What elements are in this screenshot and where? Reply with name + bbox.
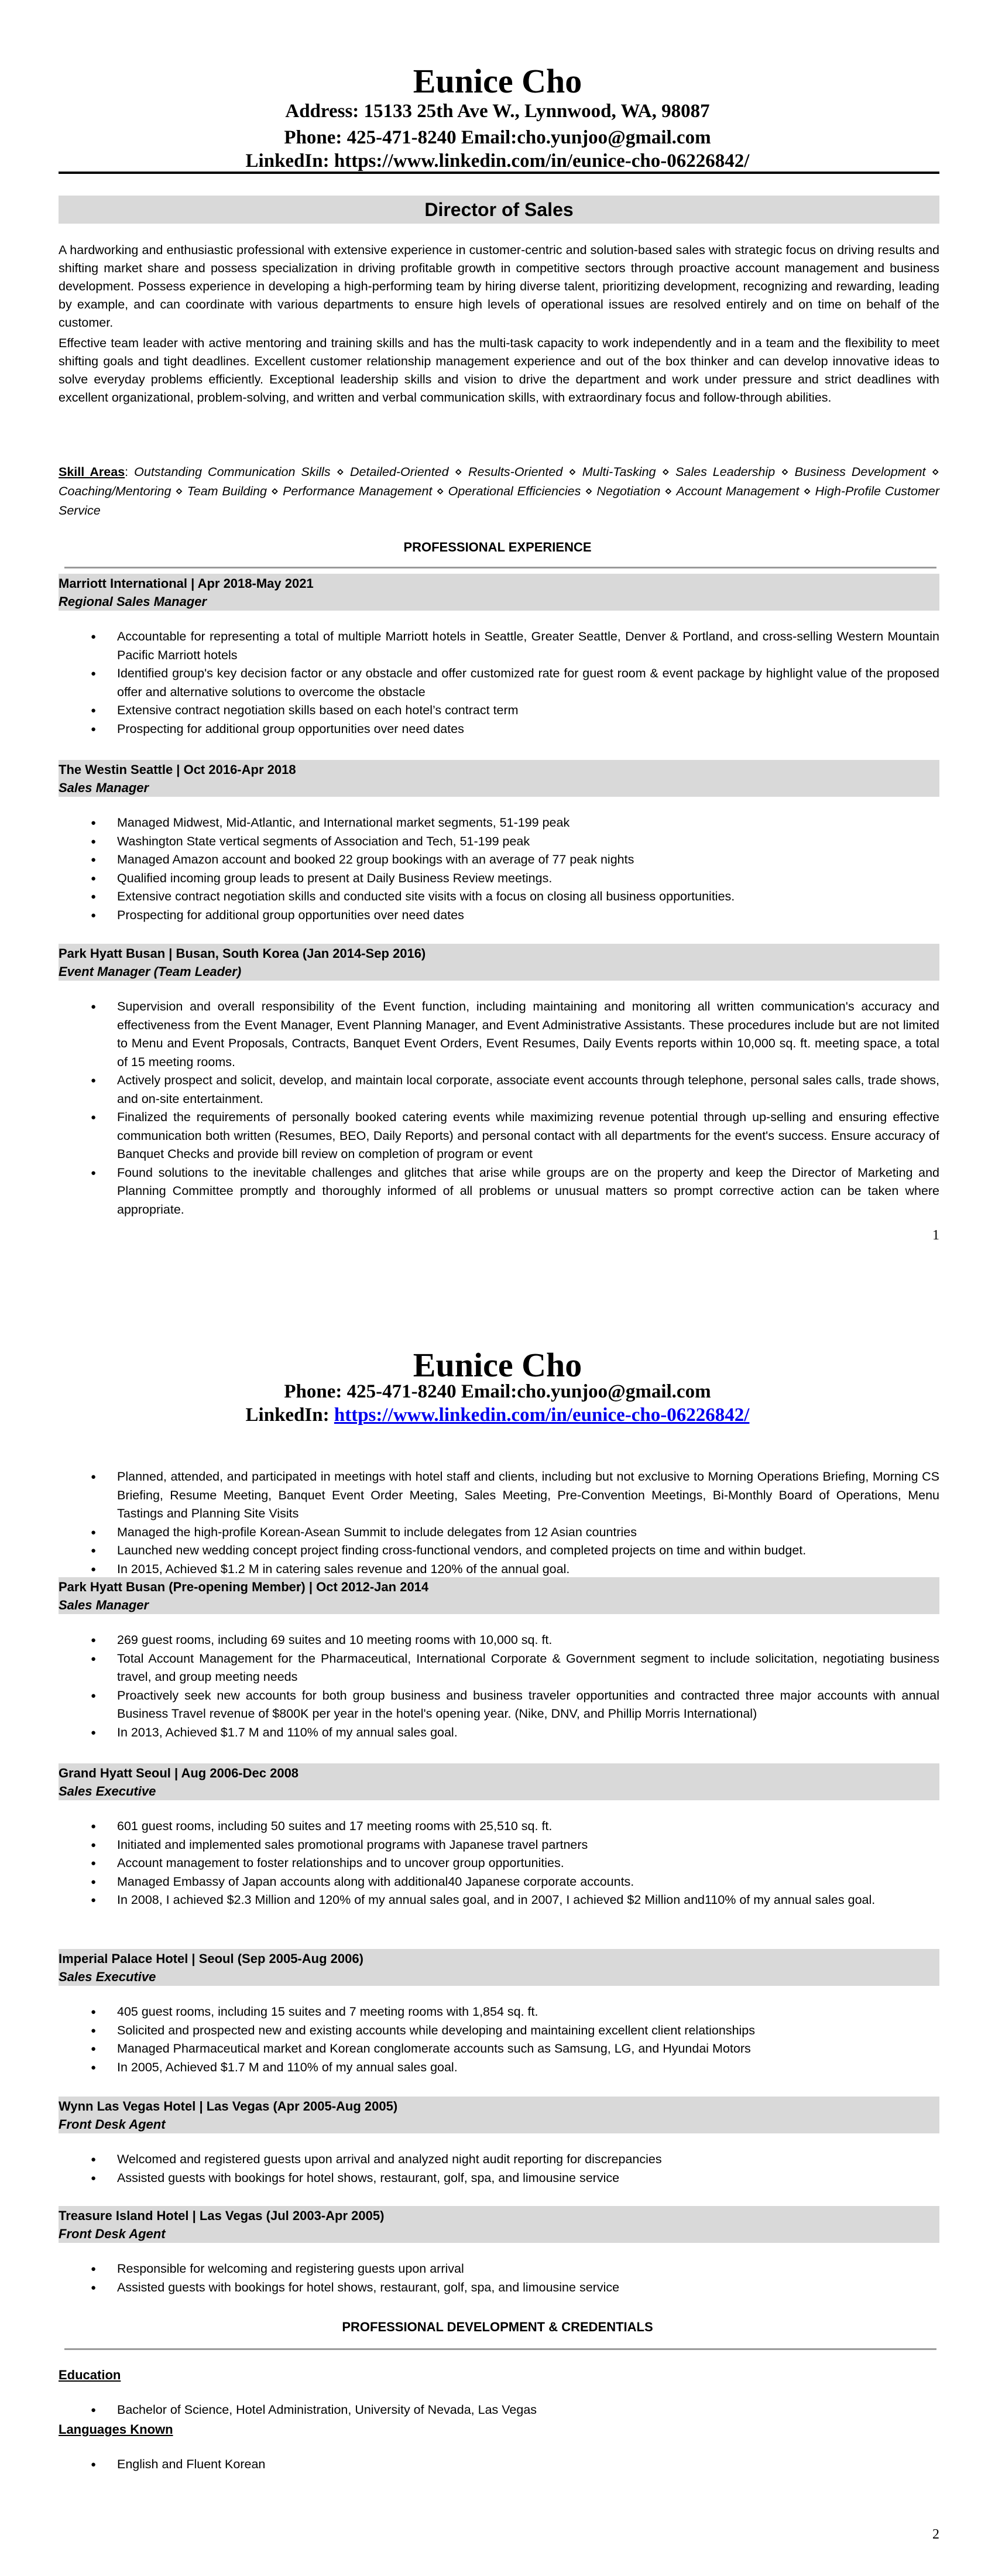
skill-item: Outstanding Communication Skills xyxy=(134,465,331,479)
page2-linkedin-link[interactable]: https://www.linkedin.com/in/eunice-cho-06226842/ xyxy=(334,1405,750,1426)
experience-header xyxy=(59,2097,939,2133)
job-role: Front Desk Agent xyxy=(59,2226,166,2241)
bullet-item: ● Extensive contract negotiation skills based on each hotel’s contract term xyxy=(59,701,939,720)
experience-divider xyxy=(64,567,936,568)
bullet-item: ● 405 guest rooms, including 15 suites and 7 meeting rooms with 1,854 sq. ft. xyxy=(59,2003,939,2022)
language-item: ● English and Fluent Korean xyxy=(59,2455,939,2474)
skill-separator-icon: ⋄ xyxy=(664,484,673,498)
skill-separator-icon: ⋄ xyxy=(931,465,939,479)
bullet-item: ● Account management to foster relationships and to uncover group opportunities. xyxy=(59,1854,939,1873)
bullet-item: ● Total Account Management for the Pharmaceutical, International Corporate & Government segment to include solicitation, negotiating business travel, and group meeting needs xyxy=(59,1650,939,1687)
bullet-item: ● In 2008, I achieved $2.3 Million and 120% of my annual sales goal, and in 2007, I achieved $2 Million and110% of my annual sales goal. xyxy=(59,1891,939,1910)
bullet-item: ● Supervision and overall responsibility of the Event function, including maintaining and monitoring all written communication's accuracy and effectiveness from the Event Manager, Event Planning Manager, and Event Administrative Assistants. These procedures include but are not limited to Menu and Event Proposals, Contracts, Banquet Event Orders, Event Resumes, Daily Events reports within 10,000 sq. ft. meeting space, a total of 15 meeting rooms. xyxy=(59,998,939,1071)
education-list xyxy=(59,2401,939,2420)
bullet-list xyxy=(59,2260,939,2297)
bullet-item: ● In 2013, Achieved $1.7 M and 110% of my annual sales goal. xyxy=(59,1724,939,1742)
bullet-list xyxy=(59,628,939,738)
bullet-item: ● Actively prospect and solicit, develop, and maintain local corporate, associate event accounts through telephone, personal sales calls, trade shows, and on-site entertainment. xyxy=(59,1071,939,1108)
bullet-item: ● Finalized the requirements of personally booked catering events while maximizing revenue potential through up-selling and ensuring effective communication both written (Resumes, BEO, Daily Reports) and personal contact with all departments for the event's success. Ensure accuracy of Banquet Checks and provide bill review on completion of program or event xyxy=(59,1108,939,1164)
skill-separator-icon: ⋄ xyxy=(803,484,811,498)
education-block xyxy=(59,2384,939,2420)
bullet-list xyxy=(59,2003,939,2077)
candidate-name: Eunice Cho xyxy=(413,62,582,100)
page-number-1: 1 xyxy=(932,1228,939,1243)
job-role: Sales Manager xyxy=(59,780,149,795)
skill-separator-icon: ⋄ xyxy=(781,465,789,479)
skill-item: Team Building xyxy=(187,484,267,498)
skill-item: Sales Leadership xyxy=(675,465,776,479)
linkedin-url-text[interactable]: https://www.linkedin.com/in/eunice-cho-06226842/ xyxy=(334,150,750,172)
languages-block xyxy=(59,2438,939,2474)
skill-item: High-Profile Customer Service xyxy=(59,484,939,518)
summary-paragraph-1: A hardworking and enthusiastic professional with extensive experience in customer-centric and solution-based sales with strategic focus on driving results and shifting market share and possess specialization in driving profitable growth in competitive sectors through proactive account management and business development. Possess experience in developing a high-performing team by hiring diverse talent, prioritizing development, recognizing and rewarding, leading by example, and can coordinate with various departments to ensure high levels of operational issues are resolved entirely and on time on behalf of the customer. xyxy=(59,243,939,330)
bullet-item: ● Initiated and implemented sales promotional programs with Japanese travel partners xyxy=(59,1836,939,1855)
skill-item: Results-Oriented xyxy=(468,465,563,479)
bullet-list xyxy=(59,1468,939,1578)
bullet-item: ● Managed Pharmaceutical market and Korean conglomerate accounts such as Samsung, LG, and Hyundai Motors xyxy=(59,2040,939,2058)
job-role: Sales Manager xyxy=(59,1598,149,1612)
experience-entry xyxy=(59,574,939,738)
page2-linkedin-label: LinkedIn: xyxy=(245,1405,330,1426)
languages-list xyxy=(59,2455,939,2474)
skill-separator-icon: ⋄ xyxy=(454,465,462,479)
experience-header xyxy=(59,1949,939,1986)
job-role: Sales Executive xyxy=(59,1969,156,1984)
experience-header xyxy=(59,944,939,981)
bullet-item: ● Washington State vertical segments of Association and Tech, 51-199 peak xyxy=(59,833,939,851)
company-and-dates: Marriott International | Apr 2018-May 2021 xyxy=(59,576,314,591)
bullet-item: ● Proactively seek new accounts for both group business and business traveler opportunities and contracted three major accounts with annual Business Travel revenue of $800K per year in the hotel's opening year. (Nike, DNV, and Phillip Morris International) xyxy=(59,1687,939,1724)
job-role: Event Manager (Team Leader) xyxy=(59,964,242,979)
skill-separator-icon: ⋄ xyxy=(336,465,345,479)
skill-areas-label: Skill Areas xyxy=(59,465,125,479)
experience-header xyxy=(59,760,939,797)
experience-entry xyxy=(59,1949,939,2077)
experience-entry xyxy=(59,944,939,1219)
company-and-dates: Treasure Island Hotel | Las Vegas (Jul 2003-Apr 2005) xyxy=(59,2208,385,2223)
experience-entry xyxy=(59,1577,939,1742)
skill-item: Multi-Tasking xyxy=(582,465,656,479)
skill-separator-icon: ⋄ xyxy=(585,484,593,498)
bullet-item: ● Managed the high-profile Korean-Asean Summit to include delegates from 12 Asian countries xyxy=(59,1523,939,1542)
bullet-item: ● Assisted guests with bookings for hotel shows, restaurant, golf, spa, and limousine service xyxy=(59,2279,939,2297)
bullet-item: ● Extensive contract negotiation skills and conducted site visits with a focus on closing all business opportunities. xyxy=(59,888,939,906)
phone-email-line: Phone: 425-471-8240 Email:cho.yunjoo@gmail.com xyxy=(284,127,711,148)
experience-entry xyxy=(59,2206,939,2297)
bullet-list xyxy=(59,998,939,1219)
bullet-item: ● 269 guest rooms, including 69 suites and 10 meeting rooms with 10,000 sq. ft. xyxy=(59,1631,939,1650)
skill-item: Negotiation xyxy=(596,484,661,498)
experience-header xyxy=(59,574,939,611)
bullet-list xyxy=(59,1817,939,1910)
experience-entry xyxy=(59,760,939,924)
bullet-item: ● Qualified incoming group leads to present at Daily Business Review meetings. xyxy=(59,869,939,888)
experience-entry xyxy=(59,1763,939,1910)
job-role: Front Desk Agent xyxy=(59,2117,166,2132)
bullet-item: ● Responsible for welcoming and registering guests upon arrival xyxy=(59,2260,939,2279)
skill-separator-icon: ⋄ xyxy=(436,484,444,498)
bullet-item: ● Assisted guests with bookings for hotel shows, restaurant, golf, spa, and limousine service xyxy=(59,2169,939,2188)
page2-linkedin-line xyxy=(0,1403,995,1427)
page-number-2: 2 xyxy=(932,2527,939,2542)
bullet-list xyxy=(59,2150,939,2187)
bullet-list xyxy=(59,1631,939,1742)
bullet-item: ● Launched new wedding concept project finding cross-functional vendors, and completed projects on time and within budget. xyxy=(59,1542,939,1560)
bullet-item: ● Identified group's key decision factor or any obstacle and offer customized rate for guest room & event package by highlight value of the proposed offer and alternative solutions to overcome the obstacle xyxy=(59,664,939,701)
summary-paragraph-2: Effective team leader with active mentoring and training skills and has the multi-task capacity to work independently and in a team and the flexibility to meet shifting goals and tight deadlines. Excellent customer relationship management experience and out of the box thinker and can develop innovative ideas to solve everyday problems efficiently. Exceptional leadership skills and vision to drive the department and work under pressure and strict deadlines with excellent organizational, problem-solving, and written and verbal communication skills, with extraordinary focus and follow-through abilities. xyxy=(59,336,939,405)
bullet-item: ● Accountable for representing a total of multiple Marriott hotels in Seattle, Greater Seattle, Denver & Portland, and cross-selling Western Mountain Pacific Marriott hotels xyxy=(59,628,939,664)
company-and-dates: Park Hyatt Busan (Pre-opening Member) | Oct 2012-Jan 2014 xyxy=(59,1580,429,1594)
bullet-item: ● Managed Midwest, Mid-Atlantic, and International market segments, 51-199 peak xyxy=(59,814,939,833)
linkedin-line xyxy=(0,149,995,173)
linkedin-label: LinkedIn: xyxy=(245,150,330,172)
bullet-item: ● Found solutions to the inevitable challenges and glitches that arise while groups are on the property and keep the Director of Marketing and Planning Committee promptly and thoroughly informed of all problems or unusual matters so prompt corrective action can be taken where appropriate. xyxy=(59,1164,939,1220)
bullet-item: ● Welcomed and registered guests upon arrival and analyzed night audit reporting for discrepancies xyxy=(59,2150,939,2169)
skill-separator-icon: ⋄ xyxy=(270,484,279,498)
skill-separator-icon: ⋄ xyxy=(175,484,183,498)
bullet-item: ● Prospecting for additional group opportunities over need dates xyxy=(59,906,939,925)
skill-item: Detailed-Oriented xyxy=(350,465,449,479)
bullet-item: ● Prospecting for additional group opportunities over need dates xyxy=(59,720,939,739)
skill-areas xyxy=(59,463,939,520)
skill-separator-icon: ⋄ xyxy=(568,465,577,479)
skill-item: Performance Management xyxy=(283,484,433,498)
company-and-dates: The Westin Seattle | Oct 2016-Apr 2018 xyxy=(59,762,296,777)
skill-item: Account Management xyxy=(676,484,800,498)
education-item: ● Bachelor of Science, Hotel Administration, University of Nevada, Las Vegas xyxy=(59,2401,939,2420)
education-heading: Education xyxy=(59,2368,121,2382)
skill-item: Business Development xyxy=(794,465,926,479)
experience-entry xyxy=(59,2097,939,2187)
bullet-item: ● In 2005, Achieved $1.7 M and 110% of my annual sales goal. xyxy=(59,2058,939,2077)
bullet-item: ● In 2015, Achieved $1.2 M in catering sales revenue and 120% of the annual goal. xyxy=(59,1560,939,1579)
skill-areas-colon: : xyxy=(125,465,129,479)
company-and-dates: Wynn Las Vegas Hotel | Las Vegas (Apr 2005-Aug 2005) xyxy=(59,2099,398,2113)
job-role: Sales Executive xyxy=(59,1784,156,1799)
company-and-dates: Grand Hyatt Seoul | Aug 2006-Dec 2008 xyxy=(59,1766,299,1780)
continued-bullets xyxy=(59,1451,939,1578)
address-line: Address: 15133 25th Ave W., Lynnwood, WA, 98087 xyxy=(285,101,710,122)
section-heading-experience: PROFESSIONAL EXPERIENCE xyxy=(403,540,592,554)
skill-item: Operational Efficiencies xyxy=(448,484,581,498)
bullet-item: ● 601 guest rooms, including 50 suites and 17 meeting rooms with 25,510 sq. ft. xyxy=(59,1817,939,1836)
job-title-banner: Director of Sales xyxy=(59,196,939,224)
skill-item: Coaching/Mentoring xyxy=(59,484,171,498)
languages-heading: Languages Known xyxy=(59,2422,173,2437)
bullet-item: ● Managed Amazon account and booked 22 group bookings with an average of 77 peak nights xyxy=(59,851,939,869)
experience-header xyxy=(59,1763,939,1800)
section-heading-development: PROFESSIONAL DEVELOPMENT & CREDENTIALS xyxy=(342,2320,653,2334)
company-and-dates: Park Hyatt Busan | Busan, South Korea (Jan 2014-Sep 2016) xyxy=(59,946,426,961)
page2-candidate-name: Eunice Cho xyxy=(413,1346,582,1384)
company-and-dates: Imperial Palace Hotel | Seoul (Sep 2005-Aug 2006) xyxy=(59,1951,363,1966)
bullet-item: ● Planned, attended, and participated in meetings with hotel staff and clients, including but not exclusive to Morning Operations Briefing, Morning CS Briefing, Resume Meeting, Banquet Event Order Meeting, Sales Meeting, Pre-Convention Meetings, Bi-Monthly Board of Operations, Menu Tastings and Planning Site Visits xyxy=(59,1468,939,1523)
bullet-list xyxy=(59,814,939,924)
skill-separator-icon: ⋄ xyxy=(661,465,670,479)
development-divider xyxy=(64,2348,936,2350)
experience-header xyxy=(59,2206,939,2243)
bullet-item: ● Managed Embassy of Japan accounts along with additional40 Japanese corporate accounts. xyxy=(59,1873,939,1892)
page2-phone-email-line: Phone: 425-471-8240 Email:cho.yunjoo@gmail.com xyxy=(284,1381,711,1402)
header-divider xyxy=(59,172,939,174)
job-role: Regional Sales Manager xyxy=(59,594,207,609)
experience-header xyxy=(59,1577,939,1614)
bullet-item: ● Solicited and prospected new and existing accounts while developing and maintaining excellent client relationships xyxy=(59,2022,939,2040)
